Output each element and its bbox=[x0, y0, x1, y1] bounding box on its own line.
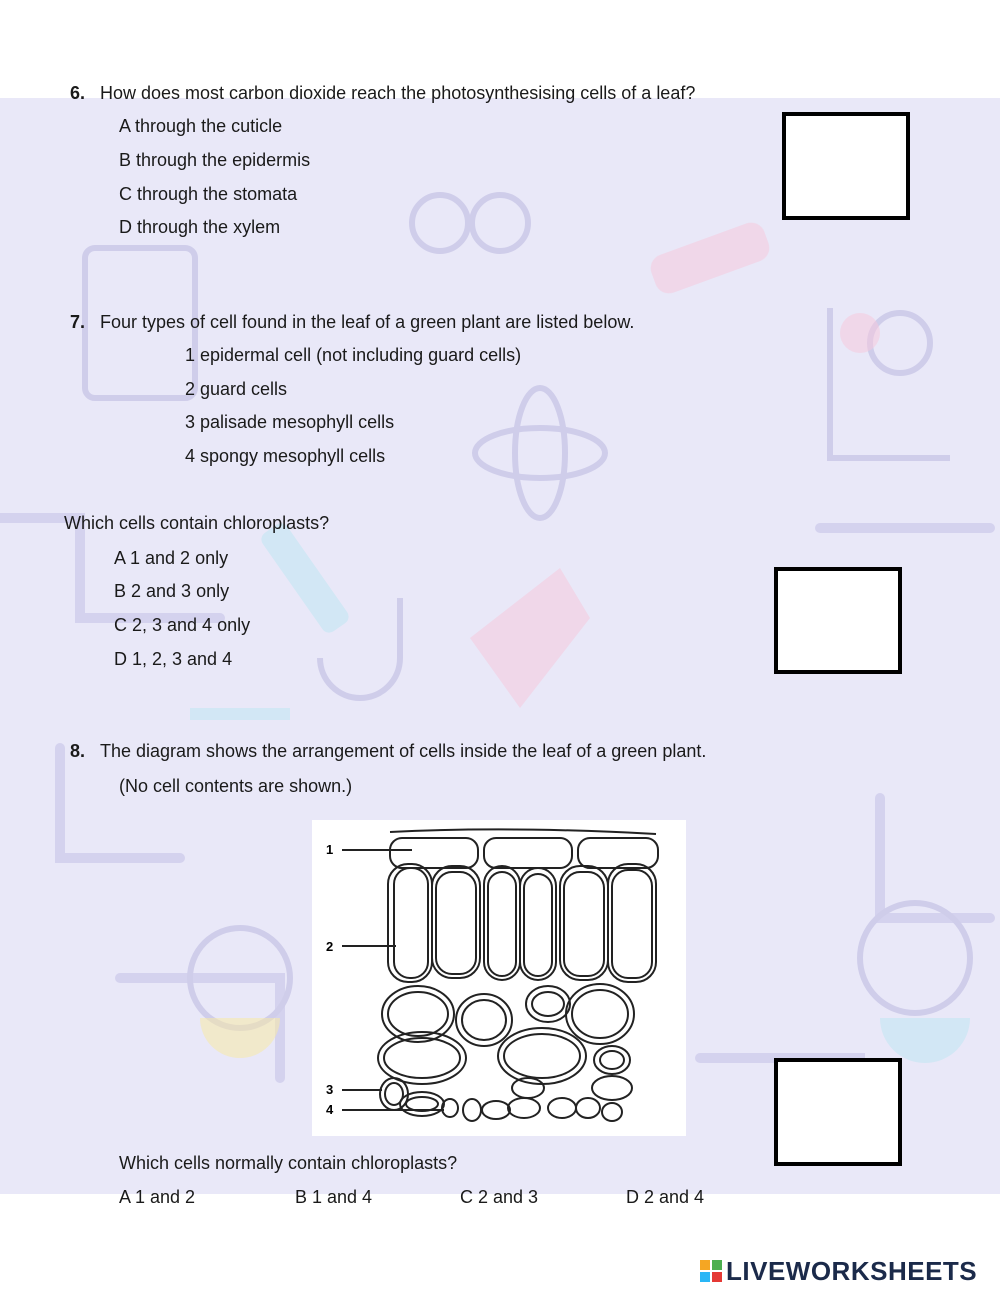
q7-list-item-1: 1 epidermal cell (not including guard cells) bbox=[185, 345, 522, 365]
q7-prompt: Which cells contain chloroplasts? bbox=[64, 513, 330, 533]
diagram-label-1: 1 bbox=[326, 842, 334, 857]
q7-option-d: D 1, 2, 3 and 4 bbox=[114, 649, 233, 669]
q7-answer-box[interactable] bbox=[774, 567, 902, 674]
q8-answer-box[interactable] bbox=[774, 1058, 902, 1166]
q8-option-b: B 1 and 4 bbox=[295, 1187, 373, 1207]
q7-question: Four types of cell found in the leaf of a green plant are listed below. bbox=[100, 312, 635, 332]
liveworksheets-logo bbox=[700, 1255, 977, 1287]
q7-option-a: A 1 and 2 only bbox=[114, 548, 229, 568]
leaf-cells-diagram bbox=[312, 820, 686, 1136]
q6-number: 6. bbox=[70, 83, 86, 103]
q7-number: 7. bbox=[70, 312, 86, 332]
q8-note: (No cell contents are shown.) bbox=[119, 776, 353, 796]
logo-text: LIVEWORKSHEETS bbox=[726, 1255, 978, 1286]
q6-option-c: C through the stomata bbox=[119, 184, 298, 204]
q7-option-b: B 2 and 3 only bbox=[114, 581, 230, 601]
q7-option-c: C 2, 3 and 4 only bbox=[114, 615, 251, 635]
q8-option-d: D 2 and 4 bbox=[626, 1187, 705, 1207]
q6-option-d: D through the xylem bbox=[119, 217, 281, 237]
q7-list-item-4: 4 spongy mesophyll cells bbox=[185, 446, 386, 466]
logo-icon bbox=[700, 1260, 722, 1282]
q7-list-item-3: 3 palisade mesophyll cells bbox=[185, 412, 395, 432]
leaf-cross-section bbox=[312, 820, 686, 1136]
diagram-label-2: 2 bbox=[326, 939, 334, 954]
q8-option-c: C 2 and 3 bbox=[460, 1187, 539, 1207]
q7-list-item-2: 2 guard cells bbox=[185, 379, 288, 399]
q6-option-a: A through the cuticle bbox=[119, 116, 283, 136]
q8-question: The diagram shows the arrangement of cells inside the leaf of a green plant. bbox=[100, 741, 707, 761]
q8-prompt: Which cells normally contain chloroplasts? bbox=[119, 1153, 458, 1173]
q6-option-b: B through the epidermis bbox=[119, 150, 311, 170]
q8-option-a: A 1 and 2 bbox=[119, 1187, 196, 1207]
q8-number: 8. bbox=[70, 741, 86, 761]
diagram-label-4: 4 bbox=[326, 1102, 334, 1117]
q6-answer-box[interactable] bbox=[782, 112, 910, 220]
diagram-label-3: 3 bbox=[326, 1082, 334, 1097]
q6-question: How does most carbon dioxide reach the photosynthesising cells of a leaf? bbox=[100, 83, 696, 103]
